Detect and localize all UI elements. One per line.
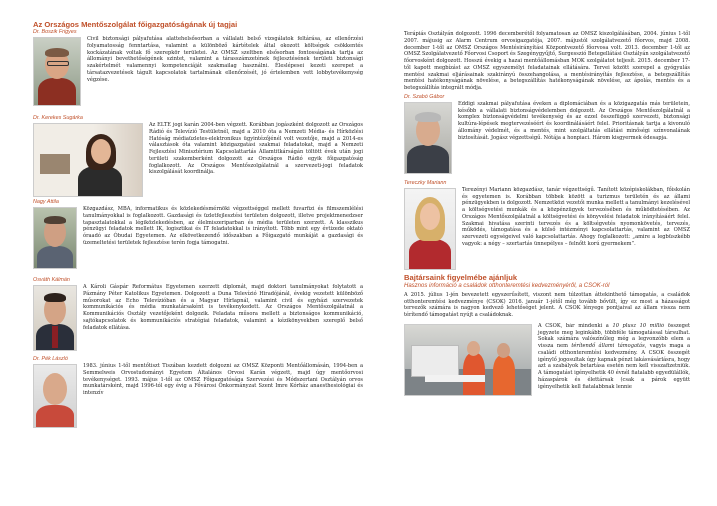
- person-bio: 1983. június 1-től mentőtiszt Tiszában kezdett dolgozni az OMSZ Központi Mentőállomásán, 1994-ben a Semmelweis Orvostudományi Egyetem Általános Orvosi Karán végzett, majd úgy mentőorvosi tevékenységet. 1993. május 1-től az OMSZ Főigazgatósága Szervezési és Módszertani Osztályán orvos munkatársként, majd 1996-tól egy évig a Fővárosi Önkormányzat Szent Imre Kórház anaesthesiológiai és intenzív: [83, 363, 363, 396]
- support-text-part: összeget jegyzete meg leginkább, többféle támogatással társulhat. Sokak számára valószínűleg még a legvonzóbb elem a vissza nem: [538, 322, 690, 349]
- person-name: Dr. Pék László: [33, 356, 68, 362]
- left-column: [33, 20, 363, 429]
- person-name: Nagy Attila: [33, 199, 59, 205]
- photo-ambulance-crew-icon: [404, 324, 532, 396]
- portrait-man-bald-icon: [33, 364, 77, 428]
- portrait-man-suit-icon: [33, 285, 77, 351]
- portrait-man-grey-hair-icon: [404, 102, 452, 174]
- support-text-emphasis: térítendő állami támogatás: [571, 343, 645, 349]
- person-bio: Civil biztonsági pályafutása alattehelsősorban a vállalati belső vizsgálatok feltárása, az ellenőrzési folyamatosság fenntartása, valamint a különböző kártételek által okozott költségek csökkentés kockázatának voltak fő szerepkör területei. Az OMSZ szeltben elsősorban fontosságának tartja az állományi bevethetőségének szintet, valamint a tárasszámzetének fejlesztésének területi biztonsági szakértelmét valamennyi kompetenciáját szakmailag használni. Éleslépesei kezeti szerepet a társatazvezetések tágult kapcsolatok tartalmának ellenőrzését, jó értelemben vett lobbytevékenység végzése.: [87, 36, 363, 83]
- support-body: [404, 323, 690, 397]
- section-title-support: Bajtársaink figyelmébe ajánljuk: [404, 272, 518, 282]
- section-title-new-members: Az Országos Mentőszolgálat főigazgatóságának új tagjai: [33, 20, 238, 29]
- portrait-woman-blonde-icon: [404, 188, 456, 270]
- person-bio: Eddigi szakmai pályafutása éveken a diplomáciában és a közigazgatás más területein, később a vállalati biztonságvédelemben dolgozott. Az Országos Mentőszolgálatnál a komplex biztonságvédelmi tevékenység és az ezzel összefüggő szervezeti, biztonsági kultúra-lépések megtervezéséért és koordinálásáért felel. Prioritásnak tartja a kivonuló állomány védelmét, és a mentés, mint szolgáltatás ellátási minőségi színvonalának biztosítását. Jogász végzettségű. Nótája a honpiaci. Három kisgyermek édesapja.: [458, 100, 690, 141]
- person-entry: [33, 356, 363, 429]
- person-entry: [33, 277, 363, 352]
- person-entry: [33, 29, 363, 107]
- person-name: Dr. Boszik Frigyes: [33, 29, 77, 35]
- right-column: [404, 31, 690, 397]
- support-text-part: A CSOK, bár mindenki a: [538, 322, 613, 329]
- support-text-part: , vagyis maga a családi otthonteremtési kedvezmény. A CSOK összegét igénylő jogosultak úgy kapnak pénzt lakásvásárlásra, hogy azt a szabályok betartása esetén nem kell visszafizetniük. A támogatást igényelhetik 40 évnél fiatalabb egyedülállók, házaspárok és élettársak (csak a párok együtt igényelhetik kell fiatalabbnak lennie: [538, 343, 690, 390]
- support-intro: A 2015. július 1-jén bevezetett egyszerűsített, viszont nem túlzottan áttekinthető támogatás, a családok otthonteremtési kedvezménye (CSOK) 2016. január 1-jétől még tovább bővült, így ez most a házasságot tervezők számára is nagyon kedvező lehetőséget jelent. A CSOK lényege pontjaival az állam vissza nem térítendő támogatást nyújt a családoknak.: [404, 291, 690, 318]
- person-name: Tereczky Mariann: [404, 179, 447, 186]
- person-bio: A Károli Gáspár Református Egyetemen szerzett diplomát, majd doktori tanulmányokat folytatott a Pázmány Péter Katolikus Egyetemen. Dolgozott a Duna Televízió Hiradójánál, évekig vezetett különböző műsorokat az Echo Televízióban és a Magyar Hírlapnál, valamint civil és egyházi szervezetek kommunikációs és média munkatársaként is tevékenykedett. Az Országos Mentőszolgálatnál a Kommunikációs Osztály vezetőjeként dolgozik. Feladata műsora mellett a biztonságos kommunikáció, sajtókapcsolatok és kommunikációs stratégiai feladatok, valamint a kézikönyvekben szereplő belső feladatok ellátása.: [83, 284, 363, 331]
- person-bio: Az ELTE jogi karán 2004-ben végzett. Korábban jogászként dolgozott az Országos Rádió és Televízió Testületnél, majd a 2010 óta a Nemzeti Média- és Hírközlési Hatóság médiaüzletes-elektronikus ügyintézőjénél volt vezetője, majd a 2014-es választások óta valamint közigazgatási szakmai feladatokat, majd a Nemzeti Fejlesztési Minisztérium Kapcsolattartás Államtitkárságán töltött évek után jogi területi szakemberként dolgozott az Országos Rádió egyik főigazgatóság foglalkozott. Az Országos Mentőszolgálatnál a szervezeti-jogi feladatok kiszolgálását koordinálja.: [149, 122, 363, 176]
- person-bio: Közgazdász, MBA, informatikus és közlekedésmérnöki végzettséggel mellett fuvarfizi és filmszemlélési tanulmányokkal is foglalkozott. Gazdasági és üzletfejlesztési területen dolgozott, illetve projektmenedzser tapasztalatokkal a légiközlekedésben, az élelmiszeriparban és média területen szerzett. A klasszikus pénzügyi feladatok mellett IK, logisztikai és IT feladatokkal is irányított. Több mint egy évtizede oktató óraadó az Óbudai Egyetemen. Az elkövetkezendő időszakban a Főigazgató munkáját a gazdasági és üzemeltetési területek fejlesztése terén fogja támogatni.: [83, 206, 363, 246]
- person-bio: Terezényi Mariann közgazdász, tanár végzettségű. Tanított középiskolákban, főiskolán és egyetemen is. Korábban többek között a turizmus területén és az állami pénzügyekben is dolgozott. Nemzetközi vezetői munka mellett a tanulmányi kezelésével a költségvetési munkák és a közpénzügyek tervezésében és működtetésében. Az Országos Mentőszolgálatnál a költségvetési és könyvelési feladatok irányításáért felel. Szakmai hivatása szerinti tervezés és a költségvetés nyomonkövetés, tervezés, működés, támogatása és a külső intézményi kapcsolattartás, valamint az OMSZ szervezeti egységeivel való kapcsolattartás. Ahogy foglalkozott: „amire a legbüszkébb vagyok: a négy – szertartás ünnepélyes – felnőtt korú gyermekem”.: [462, 186, 690, 247]
- portrait-woman-smiling-icon: [33, 123, 143, 197]
- section-subtitle-csok: Hasznos információ a családok otthonteremtési kedvezményéről, a CSOK-ról: [404, 282, 610, 289]
- person-entry: [404, 180, 690, 271]
- person-entry: [404, 94, 690, 175]
- portrait-man-glasses-icon: [33, 37, 81, 106]
- support-section: [404, 273, 690, 397]
- person-name: Dr. Szabó Gábor: [404, 93, 445, 100]
- bio-continuation: Terápiás Osztályán dolgozott. 1996 decemberétől folyamatosan az OMSZ kiszolgálásában, 2004. június 1-től 2007. májusig az Alarm Centrum orvosigazgatója, 2007. májustól szolgálatvezető főorvos, majd 2008. december 1-től az OMSZ Országos Mentésirányítási Központvezető főorvosa volt. 2013. december 1-től az OMSZ Szolgálatvezető Főorvosi Csoport és Szegénygyűjtő, Surgesszió Betegellátási Osztályán szolgálatvezető főorvosként dolgozott. Hosszú évekig a hazai mentőállomásban MOK szolgálatot teljesít. 2015. december 17-től kapott megbízást az OMSZ egyszemélyi feladatainak ellátására. Tervei között szerepel a gyógyulás mentési szakmai eljárásainak szakirányú összehangolása, a mentésirányítás fejlesztése, a betegszállítás mentési hatékonyságának növelése, a betegszállítás hatékonyságának növelése, az ápolás, mentés és a betegszállítás integrált módja.: [404, 31, 690, 91]
- person-name: Osváth Kálmán: [33, 277, 70, 283]
- support-text-emphasis: 10 plusz 10 millió: [612, 322, 665, 329]
- portrait-man-short-hair-icon: [33, 207, 77, 269]
- person-entry: [33, 115, 363, 198]
- person-entry: [33, 199, 363, 270]
- person-name: Dr. Kerekes Sugárka: [33, 115, 83, 121]
